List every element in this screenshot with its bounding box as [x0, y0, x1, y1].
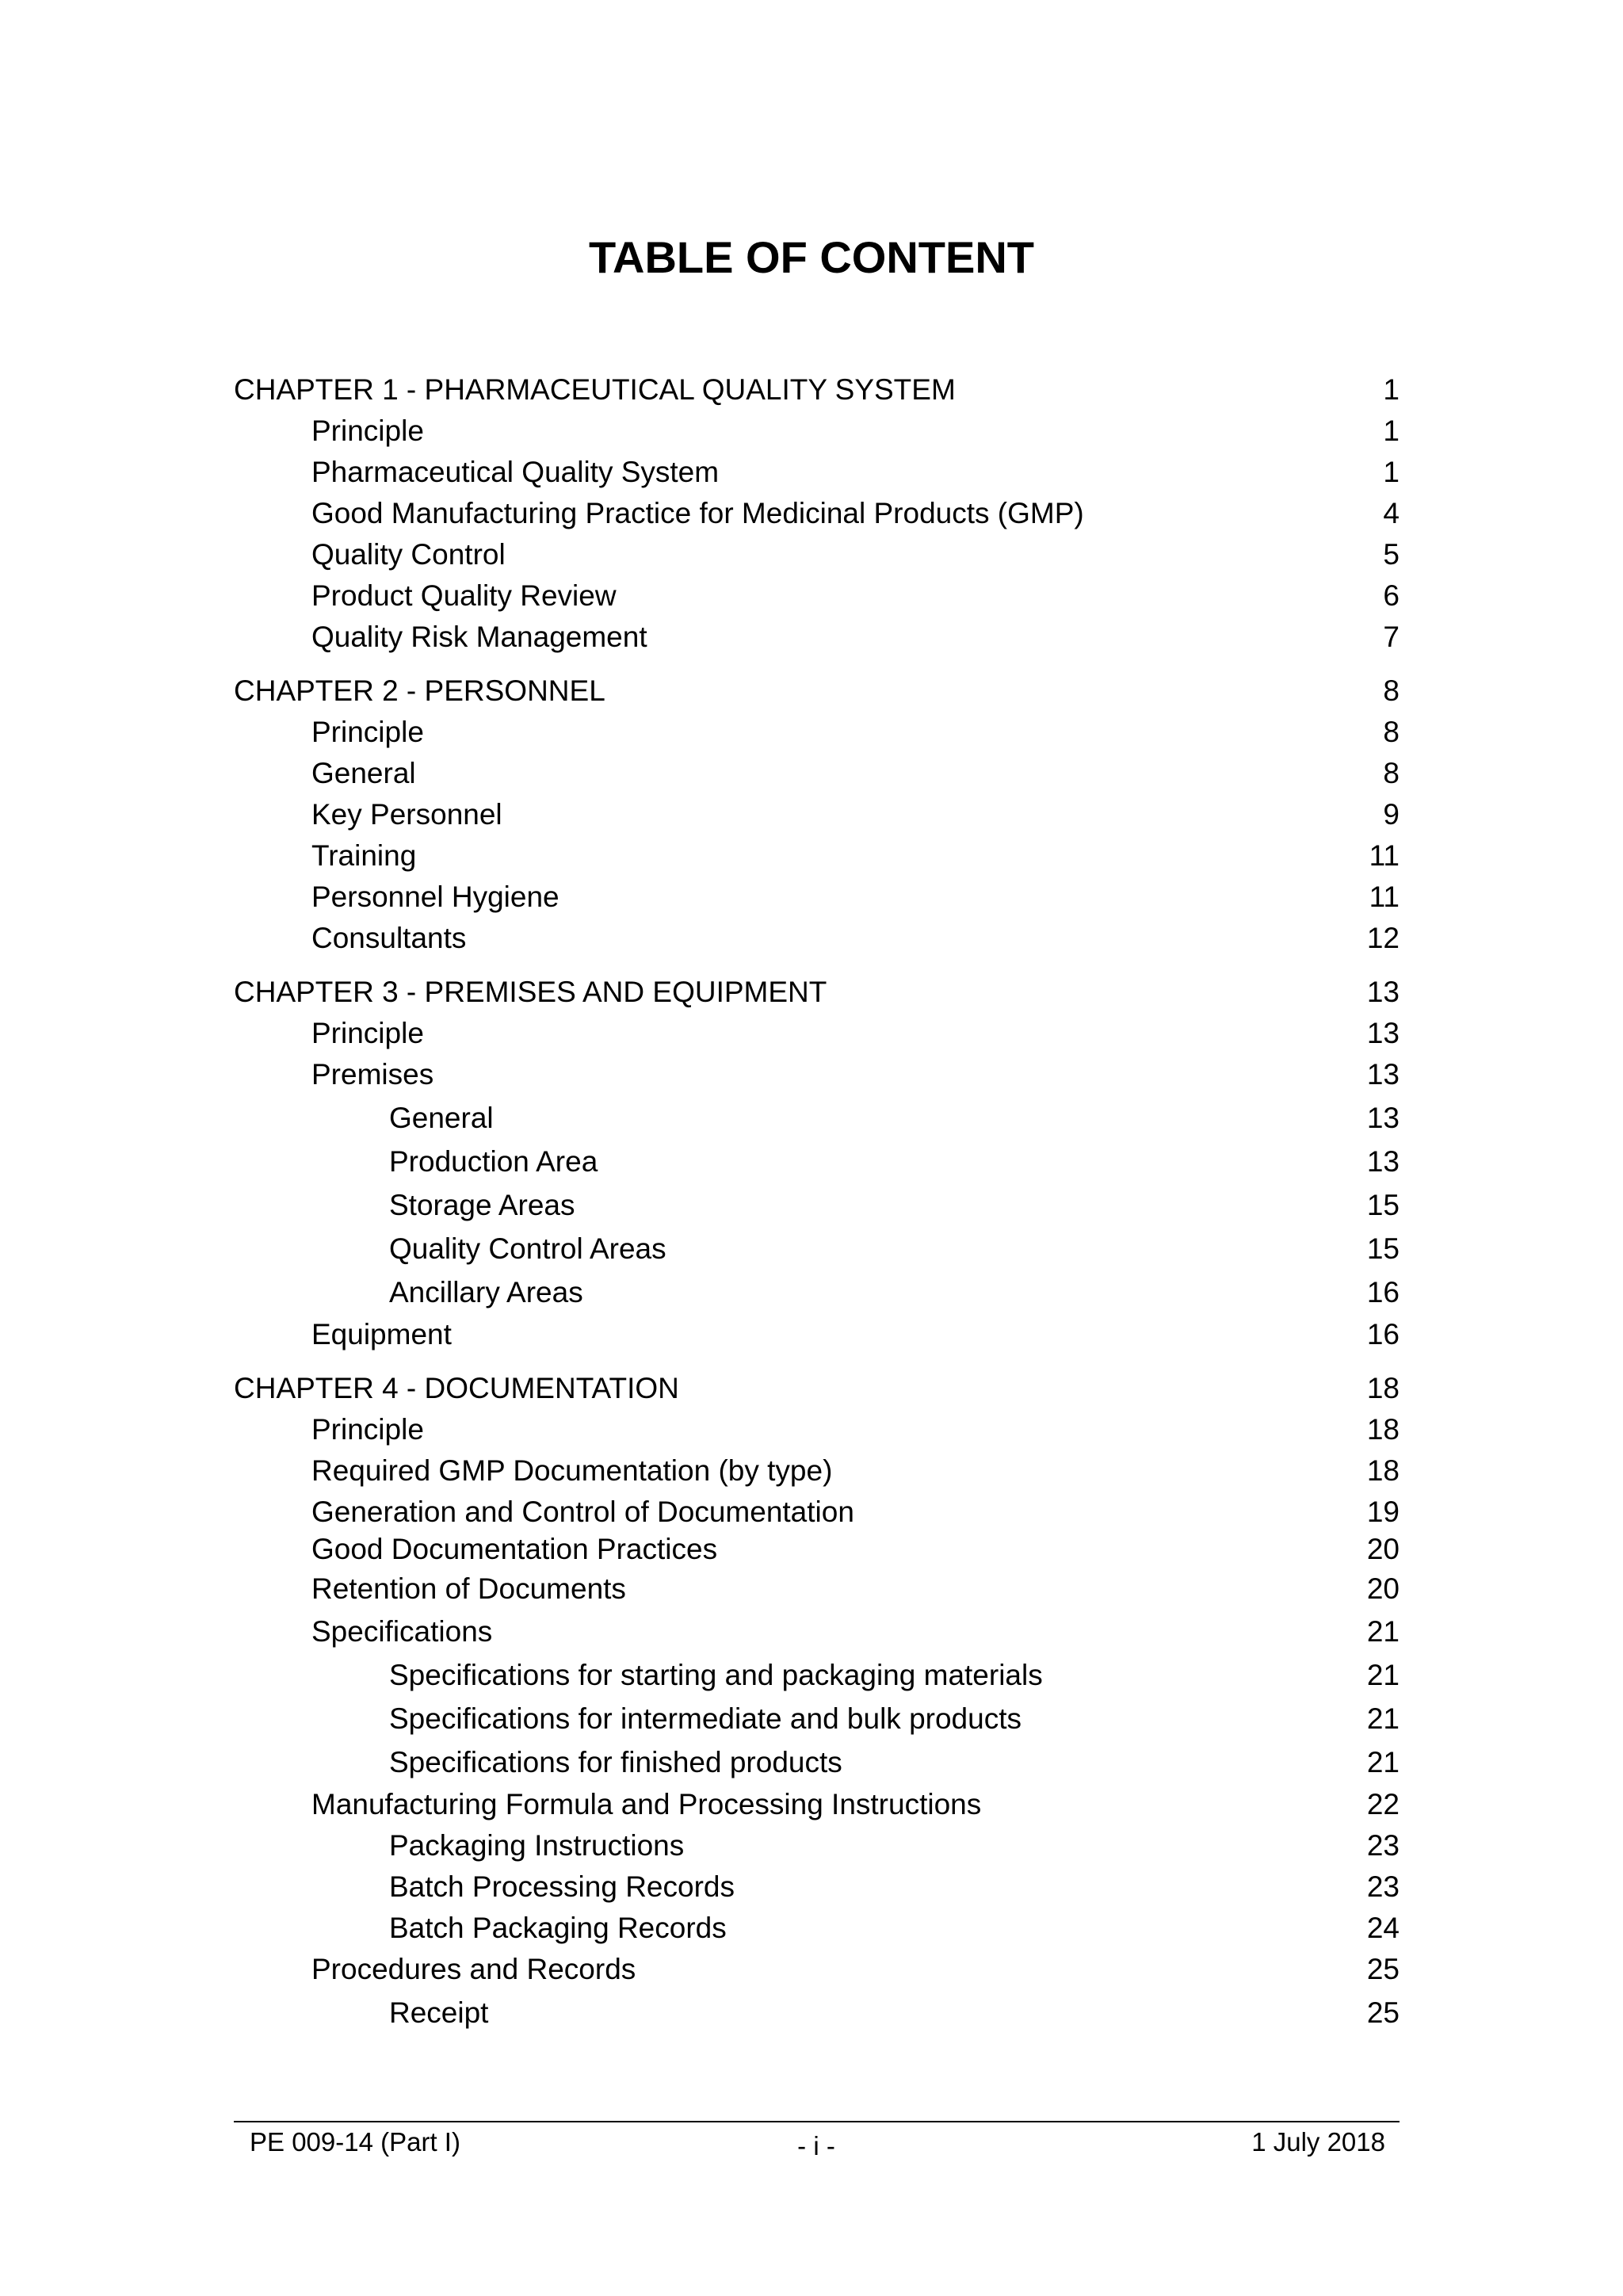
toc-entry[interactable] [311, 537, 1400, 572]
toc-entry-page: 11 [1369, 881, 1400, 913]
footer-page-number: - i - [797, 2131, 835, 2160]
toc-entry-title: Specifications for starting and packaging materials [389, 1659, 1043, 1691]
toc-entry-title: Personnel Hygiene [311, 881, 559, 913]
toc-entry-title: Product Quality Review [311, 579, 617, 612]
toc-entry-title: Packaging Instructions [389, 1829, 685, 1862]
toc-entry-page: 23 [1366, 1870, 1400, 1903]
toc-entry-title: Key Personnel [311, 798, 502, 831]
toc-entry-page: 9 [1383, 798, 1400, 831]
toc-entry-title: Pharmaceutical Quality System [311, 456, 720, 488]
toc-entry[interactable] [389, 1232, 1400, 1266]
toc-entry-page: 25 [1366, 1996, 1400, 2029]
toc-entry[interactable] [311, 579, 1400, 613]
toc-entry-page: 21 [1366, 1615, 1400, 1648]
toc-entry-page: 20 [1366, 1572, 1400, 1605]
toc-entry-page: 16 [1366, 1318, 1400, 1350]
toc-entry-page: 13 [1366, 1145, 1400, 1178]
toc-entry[interactable] [311, 921, 1400, 956]
toc-entry-page: 21 [1366, 1702, 1400, 1735]
toc-entry-page: 1 [1383, 415, 1400, 447]
toc-entry[interactable] [311, 620, 1400, 655]
toc-entry-page: 19 [1366, 1496, 1400, 1528]
toc-entry[interactable] [311, 1572, 1400, 1606]
toc-entry[interactable] [311, 1016, 1400, 1051]
toc-entry-title: Quality Control Areas [389, 1232, 666, 1265]
toc-entry-page: 18 [1366, 1454, 1400, 1487]
toc-entry[interactable] [311, 1495, 1400, 1530]
toc-entry-page: 13 [1366, 976, 1400, 1008]
toc-entry-title: Quality Control [311, 538, 506, 571]
toc-entry-page: 1 [1383, 373, 1400, 406]
toc-entry-title: Receipt [389, 1996, 489, 2029]
footer-divider [234, 2121, 1400, 2122]
toc-entry-page: 21 [1366, 1746, 1400, 1778]
toc-entry-page: 8 [1383, 716, 1400, 748]
toc-entry-page: 4 [1383, 497, 1400, 529]
toc-entry[interactable] [234, 1371, 1400, 1406]
toc-entry[interactable] [311, 1454, 1400, 1488]
toc-entry[interactable] [311, 797, 1400, 832]
toc-entry-page: 24 [1366, 1912, 1400, 1944]
toc-entry-title: Quality Risk Management [311, 621, 647, 653]
toc-entry-page: 7 [1383, 621, 1400, 653]
toc-entry-page: 11 [1369, 839, 1400, 872]
toc-entry-title: Required GMP Documentation (by type) [311, 1454, 833, 1487]
toc-entry-page: 23 [1366, 1829, 1400, 1862]
toc-entry-page: 25 [1366, 1953, 1400, 1985]
toc-entry-title: Retention of Documents [311, 1572, 626, 1605]
toc-entry-page: 8 [1383, 674, 1400, 707]
toc-entry[interactable] [389, 1101, 1400, 1136]
toc-entry-title: General [311, 757, 416, 789]
footer-date: 1 July 2018 [1251, 2127, 1385, 2157]
toc-entry-page: 21 [1366, 1659, 1400, 1691]
toc-entry-page: 13 [1366, 1102, 1400, 1134]
toc-entry[interactable] [389, 1870, 1400, 1904]
toc-entry[interactable] [234, 674, 1400, 709]
toc-entry[interactable] [389, 1828, 1400, 1863]
toc-entry[interactable] [389, 1144, 1400, 1179]
toc-entry-title: Production Area [389, 1145, 598, 1178]
toc-entry-title: Principle [311, 1017, 424, 1049]
toc-entry[interactable] [311, 1614, 1400, 1649]
toc-entry[interactable] [311, 455, 1400, 490]
toc-entry-title: Consultants [311, 922, 467, 954]
toc-entry-page: 15 [1366, 1189, 1400, 1221]
toc-entry-page: 1 [1383, 456, 1400, 488]
toc-entry[interactable] [311, 414, 1400, 449]
toc-entry-title: Specifications [311, 1615, 493, 1648]
toc-entry-title: CHAPTER 1 - PHARMACEUTICAL QUALITY SYSTEM [234, 373, 956, 406]
toc-entry-page: 13 [1366, 1017, 1400, 1049]
toc-entry-title: CHAPTER 4 - DOCUMENTATION [234, 1372, 679, 1404]
toc-entry-title: Good Manufacturing Practice for Medicinal Products (GMP) [311, 497, 1084, 529]
footer-doc-id: PE 009-14 (Part I) [250, 2127, 460, 2157]
toc-entry-page: 8 [1383, 757, 1400, 789]
toc-entry[interactable] [311, 496, 1400, 531]
toc-entry[interactable] [389, 1911, 1400, 1946]
toc-entry[interactable] [311, 756, 1400, 791]
toc-entry-page: 22 [1366, 1788, 1400, 1820]
toc-entry-title: CHAPTER 2 - PERSONNEL [234, 674, 605, 707]
toc-entry-title: Equipment [311, 1318, 452, 1350]
page-title: TABLE OF CONTENT [588, 232, 1035, 282]
toc-entry-title: CHAPTER 3 - PREMISES AND EQUIPMENT [234, 976, 827, 1008]
toc-entry-page: 6 [1383, 579, 1400, 612]
toc-entry[interactable] [389, 1996, 1400, 2030]
toc-entry-page: 12 [1366, 922, 1400, 954]
toc-entry[interactable] [389, 1745, 1400, 1780]
toc-entry[interactable] [234, 975, 1400, 1010]
toc-entry-title: Specifications for finished products [389, 1746, 842, 1778]
toc-entry-page: 18 [1366, 1372, 1400, 1404]
toc-entry-title: Generation and Control of Documentation [311, 1496, 854, 1528]
toc-entry-title: Ancillary Areas [389, 1276, 583, 1308]
toc-entry-page: 15 [1366, 1232, 1400, 1265]
toc-entry-title: Principle [311, 716, 424, 748]
toc-entry-title: Principle [311, 1413, 424, 1446]
toc-entry-page: 5 [1383, 538, 1400, 571]
toc-entry-page: 20 [1366, 1533, 1400, 1565]
toc-entry[interactable] [311, 1787, 1400, 1822]
toc-entry[interactable] [311, 1412, 1400, 1447]
toc-entry[interactable] [311, 1532, 1400, 1567]
toc-entry[interactable] [389, 1702, 1400, 1736]
toc-entry-title: Good Documentation Practices [311, 1533, 718, 1565]
toc-entry[interactable] [234, 372, 1400, 407]
toc-entry-title: Manufacturing Formula and Processing Instructions [311, 1788, 982, 1820]
toc-entry-title: Principle [311, 415, 424, 447]
toc-entry[interactable] [389, 1658, 1400, 1693]
toc-entry-title: Batch Processing Records [389, 1870, 735, 1903]
toc-entry[interactable] [311, 1317, 1400, 1352]
toc-entry[interactable] [311, 1952, 1400, 1987]
toc-entry[interactable] [311, 1057, 1400, 1092]
toc-entry[interactable] [311, 880, 1400, 915]
toc-entry[interactable] [389, 1275, 1400, 1310]
toc-entry-title: Procedures and Records [311, 1953, 636, 1985]
toc-entry-title: Specifications for intermediate and bulk products [389, 1702, 1022, 1735]
toc-entry[interactable] [311, 715, 1400, 750]
toc-entry-page: 16 [1366, 1276, 1400, 1308]
toc-entry[interactable] [389, 1188, 1400, 1223]
toc-entry-title: Premises [311, 1058, 434, 1091]
toc-entry-page: 13 [1366, 1058, 1400, 1091]
toc-entry-title: General [389, 1102, 494, 1134]
toc-entry-title: Batch Packaging Records [389, 1912, 727, 1944]
toc-entry-title: Training [311, 839, 417, 872]
toc-entry[interactable] [311, 839, 1400, 873]
toc-entry-title: Storage Areas [389, 1189, 575, 1221]
toc-entry-page: 18 [1366, 1413, 1400, 1446]
